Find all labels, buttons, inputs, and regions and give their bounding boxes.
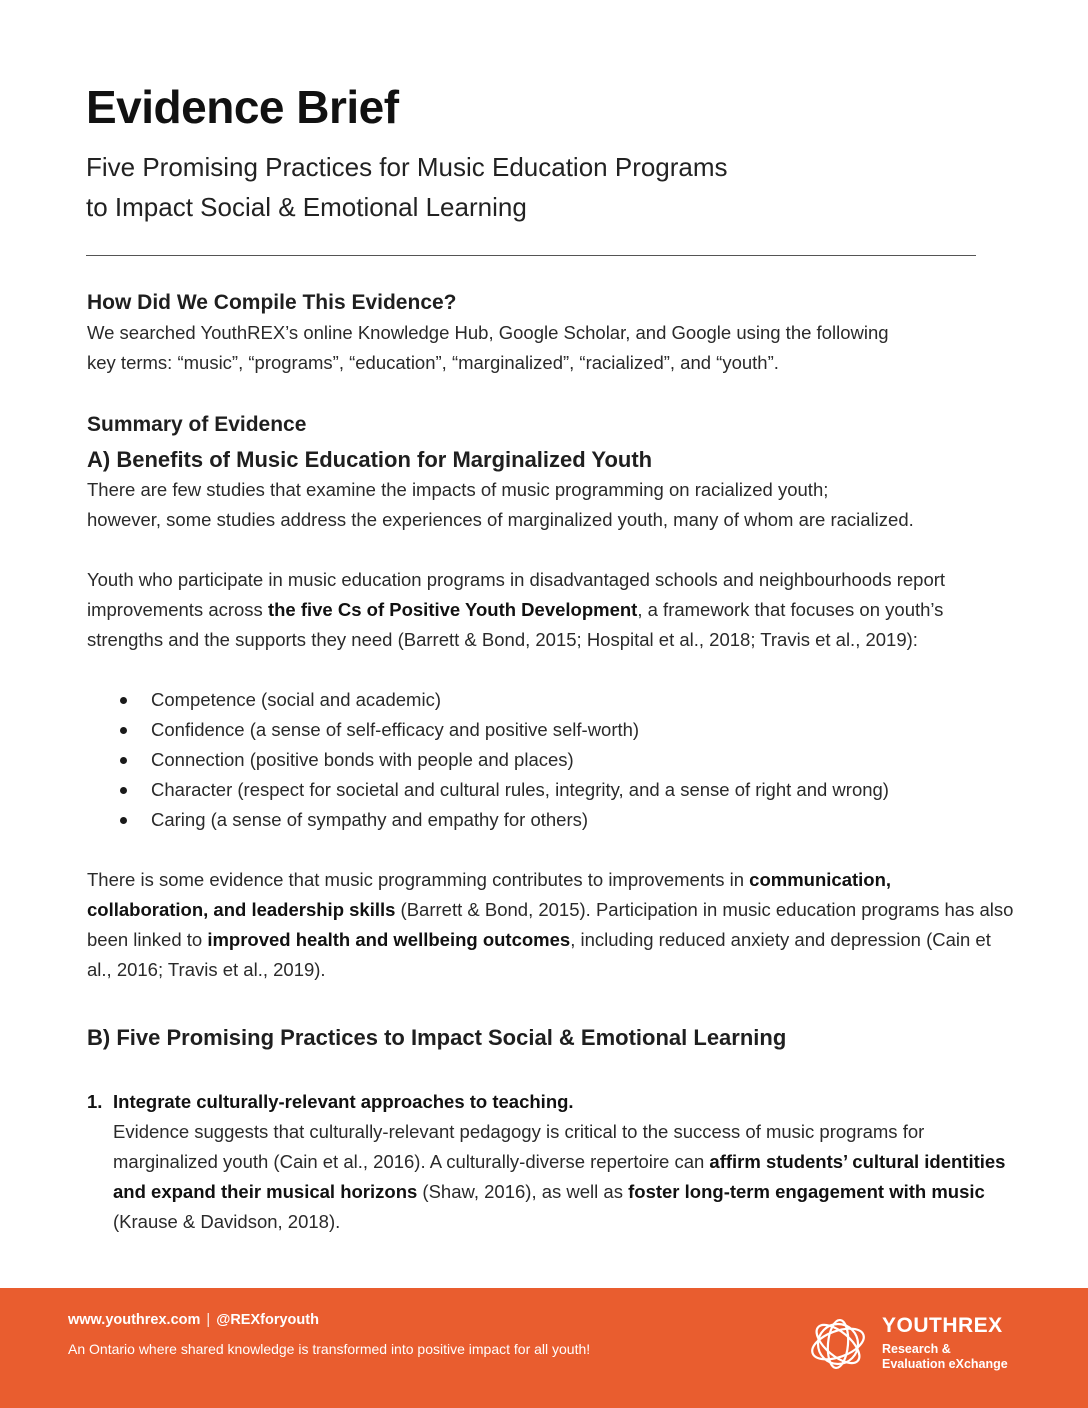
footer-banner <box>0 1288 1088 1408</box>
list-item <box>87 745 1017 775</box>
compile-paragraph <box>87 318 1017 378</box>
section-a-heading: A) Benefits of Music Education for Marginalized Youth <box>87 447 653 472</box>
list-item <box>87 775 1017 805</box>
youthrex-logo <box>806 1308 1036 1388</box>
section-a-paragraph-2 <box>87 565 1017 655</box>
bullet-icon <box>120 787 127 794</box>
paragraph-text: Evidence suggests that culturally-relevant pedagogy is critical to the success of music programs for marginalized youth (Cain et al., 2016). A culturally-diverse repertoire can <box>113 1121 925 1172</box>
summary-heading: Summary of Evidence <box>87 413 307 436</box>
paragraph-text: (Shaw, 2016), as well as <box>417 1181 629 1202</box>
brief-content <box>87 288 1017 1237</box>
paragraph-emphasis: improved health and wellbeing outcomes <box>207 929 571 950</box>
bullet-icon <box>120 727 127 734</box>
list-item-text: Connection (positive bonds with people and places) <box>151 749 574 770</box>
paragraph-emphasis: affirm students’ cultural identities and expand their musical horizons <box>113 1151 1006 1202</box>
section-a-paragraph-3 <box>87 865 1017 985</box>
paragraph-text: , a framework that focuses on youth’s strengths and the supports they need (Barrett & Bond, 2015; Hospital et al., 2018; Travis et al., 2019): <box>87 599 944 650</box>
logo-wordmark: YOUTHREX <box>882 1314 1003 1337</box>
paragraph-text: , including reduced anxiety and depression (Cain et al., 2016; Travis et al., 2019). <box>87 929 991 980</box>
footer-links <box>68 1312 319 1328</box>
paragraph-emphasis: communication, collaboration, and leadership skills <box>87 869 892 920</box>
paragraph-text: (Krause & Davidson, 2018). <box>113 1211 341 1232</box>
practice-number: 1. <box>87 1091 103 1112</box>
subtitle-line: Five Promising Practices for Music Education Programs <box>86 152 728 182</box>
logo-subtitle-line: Research & <box>882 1342 951 1356</box>
list-item-text: Caring (a sense of sympathy and empathy for others) <box>151 809 589 830</box>
paragraph-text: (Barrett & Bond, 2015). Participation in music education programs has also been linked to <box>87 899 1014 950</box>
logo-subtitle-line: Evaluation eXchange <box>882 1357 1008 1371</box>
list-item <box>87 805 1017 835</box>
bullet-icon <box>120 817 127 824</box>
subtitle-line: to Impact Social & Emotional Learning <box>86 192 527 222</box>
globe-swirl-icon <box>806 1312 870 1376</box>
practice-title-text: Integrate culturally-relevant approaches to teaching. <box>113 1091 574 1112</box>
paragraph-line: however, some studies address the experiences of marginalized youth, many of whom are racialized. <box>87 509 914 530</box>
logo-subtitle <box>882 1342 1032 1372</box>
practice-item-1 <box>87 1087 1017 1237</box>
list-item-text: Competence (social and academic) <box>151 689 441 710</box>
page-subtitle <box>86 147 886 227</box>
practice-body <box>113 1117 1017 1237</box>
section-a-paragraph-1 <box>87 475 1017 535</box>
compile-line: key terms: “music”, “programs”, “education”, “marginalized”, “racialized”, and “youth”. <box>87 352 779 373</box>
list-item <box>87 715 1017 745</box>
list-item <box>87 685 1017 715</box>
list-item-text: Confidence (a sense of self-efficacy and positive self-worth) <box>151 719 640 740</box>
bullet-icon <box>120 697 127 704</box>
paragraph-text: There is some evidence that music programming contributes to improvements in <box>87 869 750 890</box>
paragraph-emphasis: foster long-term engagement with music <box>628 1181 985 1202</box>
link-separator: | <box>206 1312 211 1328</box>
five-cs-list <box>87 685 1017 835</box>
website-link[interactable]: www.youthrex.com <box>68 1312 201 1328</box>
compile-line: We searched YouthREX’s online Knowledge Hub, Google Scholar, and Google using the following <box>87 322 889 343</box>
section-b-heading: B) Five Promising Practices to Impact Social & Emotional Learning <box>87 1025 787 1050</box>
page-title: Evidence Brief <box>86 81 399 133</box>
paragraph-text: Youth who participate in music education programs in disadvantaged schools and neighbourhoods report improvements across <box>87 569 946 620</box>
footer-tagline: An Ontario where shared knowledge is transformed into positive impact for all youth! <box>68 1341 591 1357</box>
five-cs-emphasis: the five Cs of Positive Youth Development <box>267 599 638 620</box>
bullet-icon <box>120 757 127 764</box>
practice-title <box>113 1087 1017 1117</box>
social-handle-link[interactable]: @REXforyouth <box>216 1312 319 1328</box>
paragraph-line: There are few studies that examine the impacts of music programming on racialized youth; <box>87 479 829 500</box>
title-divider <box>86 255 976 256</box>
list-item-text: Character (respect for societal and cultural rules, integrity, and a sense of right and wrong) <box>151 779 889 800</box>
compile-heading: How Did We Compile This Evidence? <box>87 291 457 314</box>
